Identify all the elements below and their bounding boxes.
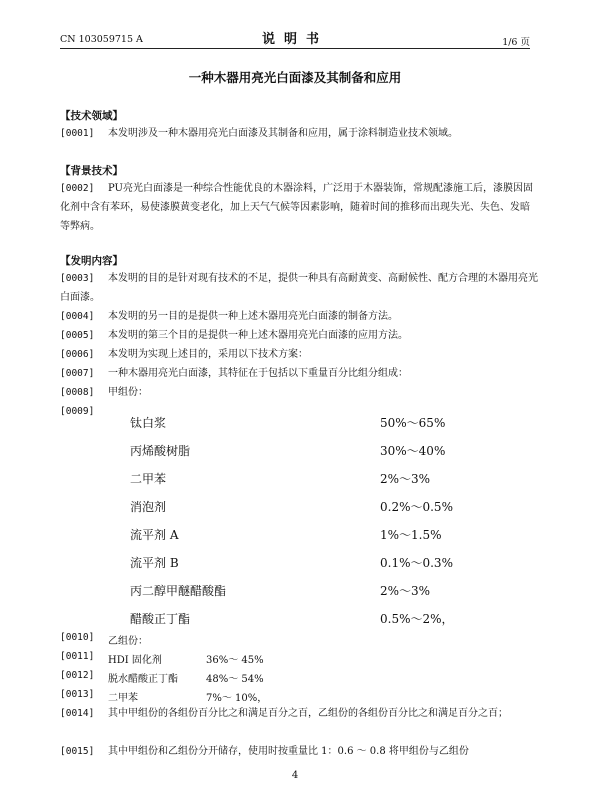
component-name: HDI 固化剂 [108, 655, 162, 666]
paragraph-number: [0003] [60, 273, 95, 284]
component-name: 乙组份： [108, 636, 148, 647]
component-value: 48%～ 54% [206, 674, 264, 685]
paragraph-0001 [60, 124, 538, 143]
component-value: 7%～ 10%， [206, 693, 268, 704]
paragraph-0004 [60, 307, 538, 326]
paragraph-text: 其中甲组份和乙组份分开储存，使用时按重量比 1：0.6 ～ 0.8 将甲组份与乙组份 [108, 746, 469, 757]
component-row [130, 526, 470, 554]
component-name: 丙二醇甲醚醋酸酯 [130, 584, 227, 598]
component-name: 流平剂 B [130, 556, 179, 570]
component-name: 丙烯酸树脂 [130, 444, 191, 458]
paragraph-text: 一种木器用亮光白面漆，其特征在于包括以下重量百分比组分组成： [108, 368, 408, 379]
component-value: 0.5%～2%， [380, 612, 454, 626]
component-value: 2%～3% [380, 584, 431, 598]
paragraph-number: [0010] [60, 632, 95, 643]
paragraph-0008 [60, 383, 538, 402]
section-background: 【背景技术】 [60, 165, 123, 177]
page-info: 1/6 页 [502, 37, 530, 48]
paragraph-number: [0007] [60, 368, 95, 379]
paragraph-number: [0014] [60, 708, 95, 719]
section-summary: 【发明内容】 [60, 255, 123, 267]
paragraph-text: PU亮光白面漆是一种综合性能优良的木器涂料，广泛用于木器装饰，常规配漆施工后，漆膜因固化剂中含有苯环，易使漆膜黄变老化，加上天气气候等因素影响，随着时间的推移而出现失光、失色、发暗等弊病。 [60, 183, 533, 232]
paragraph-number: [0011] [60, 651, 95, 662]
paragraph-text: 甲组份： [108, 387, 148, 398]
paragraph-0005 [60, 326, 538, 345]
component-row [130, 582, 470, 610]
paragraph-0007 [60, 364, 538, 383]
paragraph-number: [0013] [60, 689, 95, 700]
page-number: 4 [291, 770, 299, 781]
component-value: 2%～3% [380, 472, 431, 486]
component-row [130, 498, 470, 526]
paragraph-text: 本发明的目的是针对现有技术的不足，提供一种具有高耐黄变、高耐候性、配方合理的木器用亮光白面漆。 [60, 273, 538, 303]
page-header [60, 28, 530, 50]
paragraph-text: 本发明为实现上述目的，采用以下技术方案： [108, 349, 308, 360]
paragraph-0003 [60, 269, 538, 307]
paragraph-number: [0004] [60, 311, 95, 322]
paragraph-0015 [60, 742, 538, 761]
component-value: 0.2%～0.5% [380, 500, 453, 514]
component-name: 流平剂 A [130, 528, 179, 542]
paragraph-text: 本发明的第三个目的是提供一种上述木器用亮光白面漆的应用方法。 [108, 330, 408, 341]
component-row [130, 442, 470, 470]
paragraph-text: 其中甲组份的各组份百分比之和满足百分之百，乙组份的各组份百分比之和满足百分之百； [108, 708, 508, 719]
component-row [130, 554, 470, 582]
component-name: 二甲苯 [108, 693, 138, 704]
paragraph-number: [0009] [60, 406, 95, 417]
document-type: 说明书 [261, 32, 328, 47]
section-tech-field: 【技术领域】 [60, 110, 123, 122]
component-value: 30%～40% [380, 444, 446, 458]
paragraph-text: 本发明涉及一种木器用亮光白面漆及其制备和应用，属于涂料制造业技术领域。 [108, 128, 458, 139]
header-rule [60, 48, 530, 49]
paragraph-0002 [60, 179, 538, 236]
component-row [130, 470, 470, 498]
paragraph-number: [0006] [60, 349, 95, 360]
component-value: 50%～65% [380, 416, 446, 430]
component-name: 二甲苯 [130, 472, 167, 486]
component-value: 0.1%～0.3% [380, 556, 453, 570]
component-value: 1%～1.5% [380, 528, 442, 542]
paragraph-number: [0001] [60, 128, 95, 139]
document-title: 一种木器用亮光白面漆及其制备和应用 [188, 70, 402, 85]
paragraph-number: [0002] [60, 183, 95, 194]
component-name: 脱水醋酸正丁酯 [108, 674, 178, 685]
paragraph-text: 本发明的另一目的是提供一种上述木器用亮光白面漆的制备方法。 [108, 311, 398, 322]
publication-number: CN 103059715 A [60, 34, 143, 45]
paragraph-0006 [60, 345, 538, 364]
paragraph-number: [0005] [60, 330, 95, 341]
paragraph-number: [0012] [60, 670, 95, 681]
component-row [130, 414, 470, 442]
component-value: 36%～ 45% [206, 655, 264, 666]
component-name: 钛白浆 [130, 416, 167, 430]
paragraph-0014 [60, 704, 538, 723]
component-name: 醋酸正丁酯 [130, 612, 191, 626]
component-name: 消泡剂 [130, 500, 167, 514]
paragraph-number: [0015] [60, 746, 95, 757]
paragraph-number: [0008] [60, 387, 95, 398]
component-row [130, 610, 470, 638]
